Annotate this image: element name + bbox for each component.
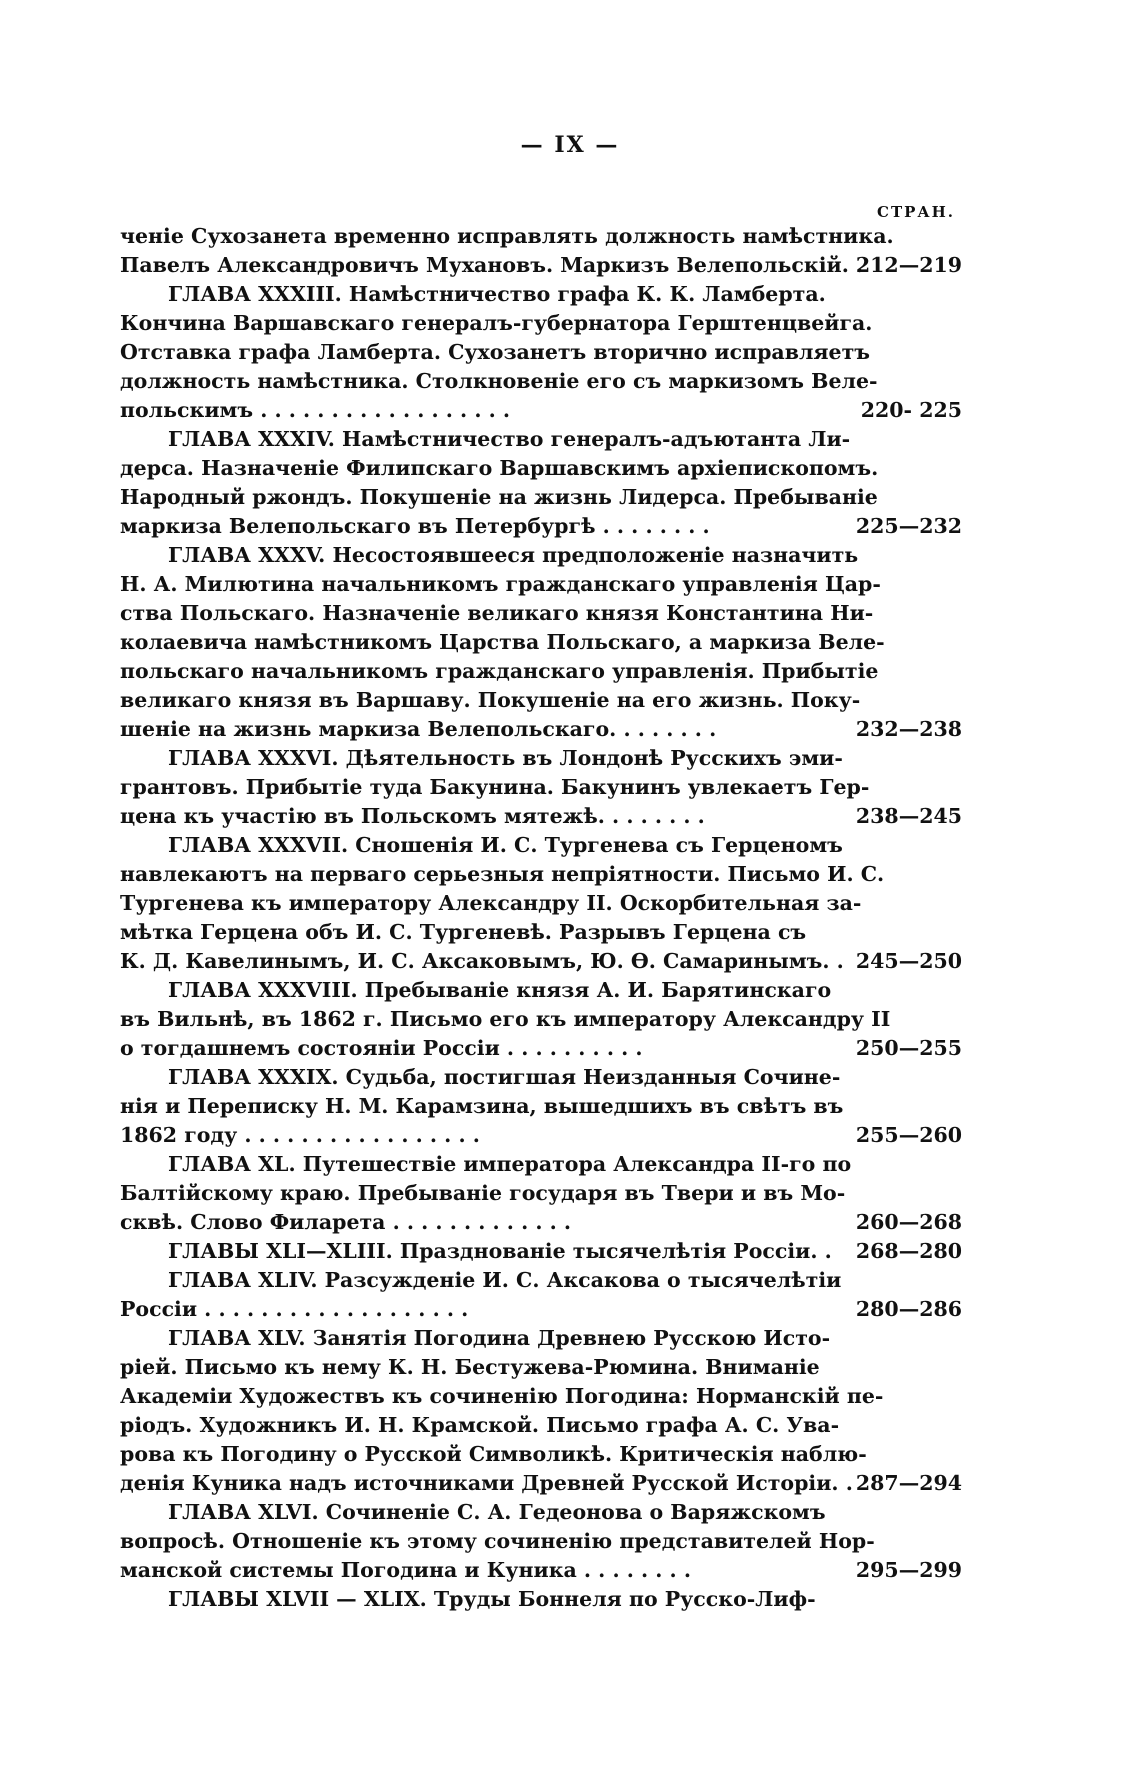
entry-line: польскимъ . . . . . . . . . . . . . . . . . . xyxy=(120,398,511,422)
entry-line: ГЛАВА XLIV. Разсужденіе И. С. Аксакова о тысячелѣтіи xyxy=(168,1268,842,1292)
entry-line: о тогдашнемъ состояніи Россіи . . . . . . . . . . xyxy=(120,1036,643,1060)
entry-text xyxy=(120,541,885,744)
entry-line: Павелъ Александровичъ Мухановъ. Маркизъ Велепольскій. . xyxy=(120,253,864,277)
toc-entry xyxy=(120,831,962,976)
page-number: — IX — xyxy=(520,132,620,158)
entry-line: ГЛАВЫ XLVII — XLIX. Труды Боннеля по Русско-Лиф- xyxy=(168,1587,816,1611)
entry-line: Кончина Варшавскаго генералъ-губернатора Герштенцвейга. xyxy=(120,311,873,335)
entry-line: ГЛАВА XL. Путешествіе императора Александра II-го по xyxy=(168,1152,852,1176)
entry-line: шеніе на жизнь маркиза Велепольскаго. . . . . . . . xyxy=(120,717,717,741)
entry-line: ріодъ. Художникъ И. Н. Крамской. Письмо графа А. С. Ува- xyxy=(120,1413,840,1437)
entry-line: ГЛАВА XLVI. Сочиненіе С. А. Гедеонова о Варяжскомъ xyxy=(168,1500,826,1524)
entry-line: Тургенева къ императору Александру II. Оскорбительная за- xyxy=(120,891,862,915)
entry-text xyxy=(120,222,894,280)
entry-text xyxy=(120,1150,852,1237)
entry-line: ГЛАВА XXXIII. Намѣстничество графа К. К. Ламберта. xyxy=(168,282,826,306)
entry-text xyxy=(120,425,879,541)
entry-line: ГЛАВА XXXVII. Сношенія И. С. Тургенева съ Герценомъ xyxy=(168,833,843,857)
entry-text xyxy=(120,831,885,976)
entry-text xyxy=(120,744,870,831)
page-range: 268—280 xyxy=(855,1239,962,1263)
toc-entry xyxy=(120,1237,962,1266)
entry-line: великаго князя въ Варшаву. Покушеніе на его жизнь. Поку- xyxy=(120,688,861,712)
entry-line: Отставка графа Ламберта. Сухозанетъ вторично исправляетъ xyxy=(120,340,871,364)
toc-entry xyxy=(120,744,962,831)
entry-text xyxy=(120,1585,820,1614)
page-range: 260—268 xyxy=(855,1210,962,1234)
toc-entry xyxy=(120,1266,962,1324)
entry-text xyxy=(120,1324,884,1498)
entry-text xyxy=(120,1237,832,1266)
page-range: 245—250 xyxy=(855,949,962,973)
page-range: 255—260 xyxy=(855,1123,962,1147)
entry-text xyxy=(120,1498,875,1585)
entry-line: ГЛАВА XXXIX. Судьба, постигшая Неизданныя Сочине- xyxy=(168,1065,841,1089)
page-range: 232—238 xyxy=(855,717,962,741)
page-range: 250—255 xyxy=(855,1036,962,1060)
page-range: 212—219 xyxy=(855,253,962,277)
entry-line: денія Куника надъ источниками Древней Русской Исторіи. . xyxy=(120,1471,853,1495)
entry-text xyxy=(120,1266,842,1324)
page-range: 225—232 xyxy=(855,514,962,538)
entry-line: К. Д. Кавелинымъ, И. С. Аксаковымъ, Ю. Ѳ. Самаринымъ. . xyxy=(120,949,844,973)
entry-line: колаевича намѣстникомъ Царства Польскаго, а маркиза Веле- xyxy=(120,630,885,654)
entry-line: ріей. Письмо къ нему К. Н. Бестужева-Рюмина. Вниманіе xyxy=(120,1355,820,1379)
entry-line: ГЛАВА XXXVI. Дѣятельность въ Лондонѣ Русскихъ эми- xyxy=(168,746,843,770)
page-range: 220- 225 xyxy=(860,398,962,422)
toc-entry xyxy=(120,1063,962,1150)
toc-entry xyxy=(120,425,962,541)
entry-line: въ Вильнѣ, въ 1862 г. Письмо его къ императору Александру II xyxy=(120,1007,891,1031)
entry-line: ГЛАВА XLV. Занятія Погодина Древнею Русскою Исто- xyxy=(168,1326,831,1350)
entry-line: ГЛАВА XXXVIII. Пребываніе князя А. И. Барятинскаго xyxy=(168,978,832,1002)
entry-line: Н. А. Милютина начальникомъ гражданскаго управленія Цар- xyxy=(120,572,881,596)
entry-line: навлекаютъ на перваго серьезныя непріятности. Письмо И. С. xyxy=(120,862,885,886)
toc-entry xyxy=(120,1498,962,1585)
entry-line: дерса. Назначеніе Филипскаго Варшавскимъ архіепископомъ. xyxy=(120,456,879,480)
toc-entry xyxy=(120,976,962,1063)
toc-entry xyxy=(120,1585,962,1614)
entry-line: вопросѣ. Отношеніе къ этому сочиненію представителей Нор- xyxy=(120,1529,875,1553)
toc-entry xyxy=(120,1324,962,1498)
entry-line: Балтійскому краю. Пребываніе государя въ Твери и въ Мо- xyxy=(120,1181,846,1205)
entry-line: сквѣ. Слово Филарета . . . . . . . . . . . . . xyxy=(120,1210,572,1234)
entry-line: ГЛАВА XXXIV. Намѣстничество генералъ-адъютанта Ли- xyxy=(168,427,851,451)
entry-line: Академіи Художествъ къ сочиненію Погодина: Норманскій пе- xyxy=(120,1384,884,1408)
entry-line: нія и Переписку Н. М. Карамзина, вышедшихъ въ свѣтъ въ xyxy=(120,1094,844,1118)
entry-line: польскаго начальникомъ гражданскаго управленія. Прибытіе xyxy=(120,659,879,683)
entry-line: цена къ участію въ Польскомъ мятежѣ. . . . . . . . xyxy=(120,804,705,828)
toc-entry xyxy=(120,541,962,744)
toc-entry xyxy=(120,280,962,425)
page-range: 280—286 xyxy=(855,1297,962,1321)
entry-line: ства Польскаго. Назначеніе великаго князя Константина Ни- xyxy=(120,601,874,625)
entry-line: Народный ржондъ. Покушеніе на жизнь Лидерса. Пребываніе xyxy=(120,485,878,509)
entry-text xyxy=(120,280,878,425)
entry-line: ГЛАВА XXXV. Несостоявшееся предположеніе назначить xyxy=(168,543,859,567)
entry-line: должность намѣстника. Столкновеніе его съ маркизомъ Веле- xyxy=(120,369,878,393)
entry-line: Россіи . . . . . . . . . . . . . . . . . . . xyxy=(120,1297,469,1321)
entry-line: ченіе Сухозанета временно исправлять должность намѣстника. xyxy=(120,224,894,248)
entry-line: грантовъ. Прибытіе туда Бакунина. Бакунинъ увлекаетъ Гер- xyxy=(120,775,870,799)
page-range: 295—299 xyxy=(855,1558,962,1582)
entry-line: маркиза Велепольскаго въ Петербургѣ . . . . . . . . xyxy=(120,514,710,538)
entry-line: рова къ Погодину о Русской Символикѣ. Критическія наблю- xyxy=(120,1442,867,1466)
entry-text xyxy=(120,976,891,1063)
entry-line: 1862 году . . . . . . . . . . . . . . . . . xyxy=(120,1123,480,1147)
toc-entry xyxy=(120,1150,962,1237)
entry-line: манской системы Погодина и Куника . . . . . . . . xyxy=(120,1558,691,1582)
entry-text xyxy=(120,1063,844,1150)
entry-line: ГЛАВЫ XLI—XLIII. Празднованіе тысячелѣтія Россіи. . xyxy=(168,1239,832,1263)
pages-column-header: СТРАН. xyxy=(877,203,955,221)
table-of-contents xyxy=(120,222,962,1614)
page-range: 287—294 xyxy=(855,1471,962,1495)
page-range: 238—245 xyxy=(855,804,962,828)
entry-line: мѣтка Герцена объ И. С. Тургеневѣ. Разрывъ Герцена съ xyxy=(120,920,807,944)
toc-entry xyxy=(120,222,962,280)
